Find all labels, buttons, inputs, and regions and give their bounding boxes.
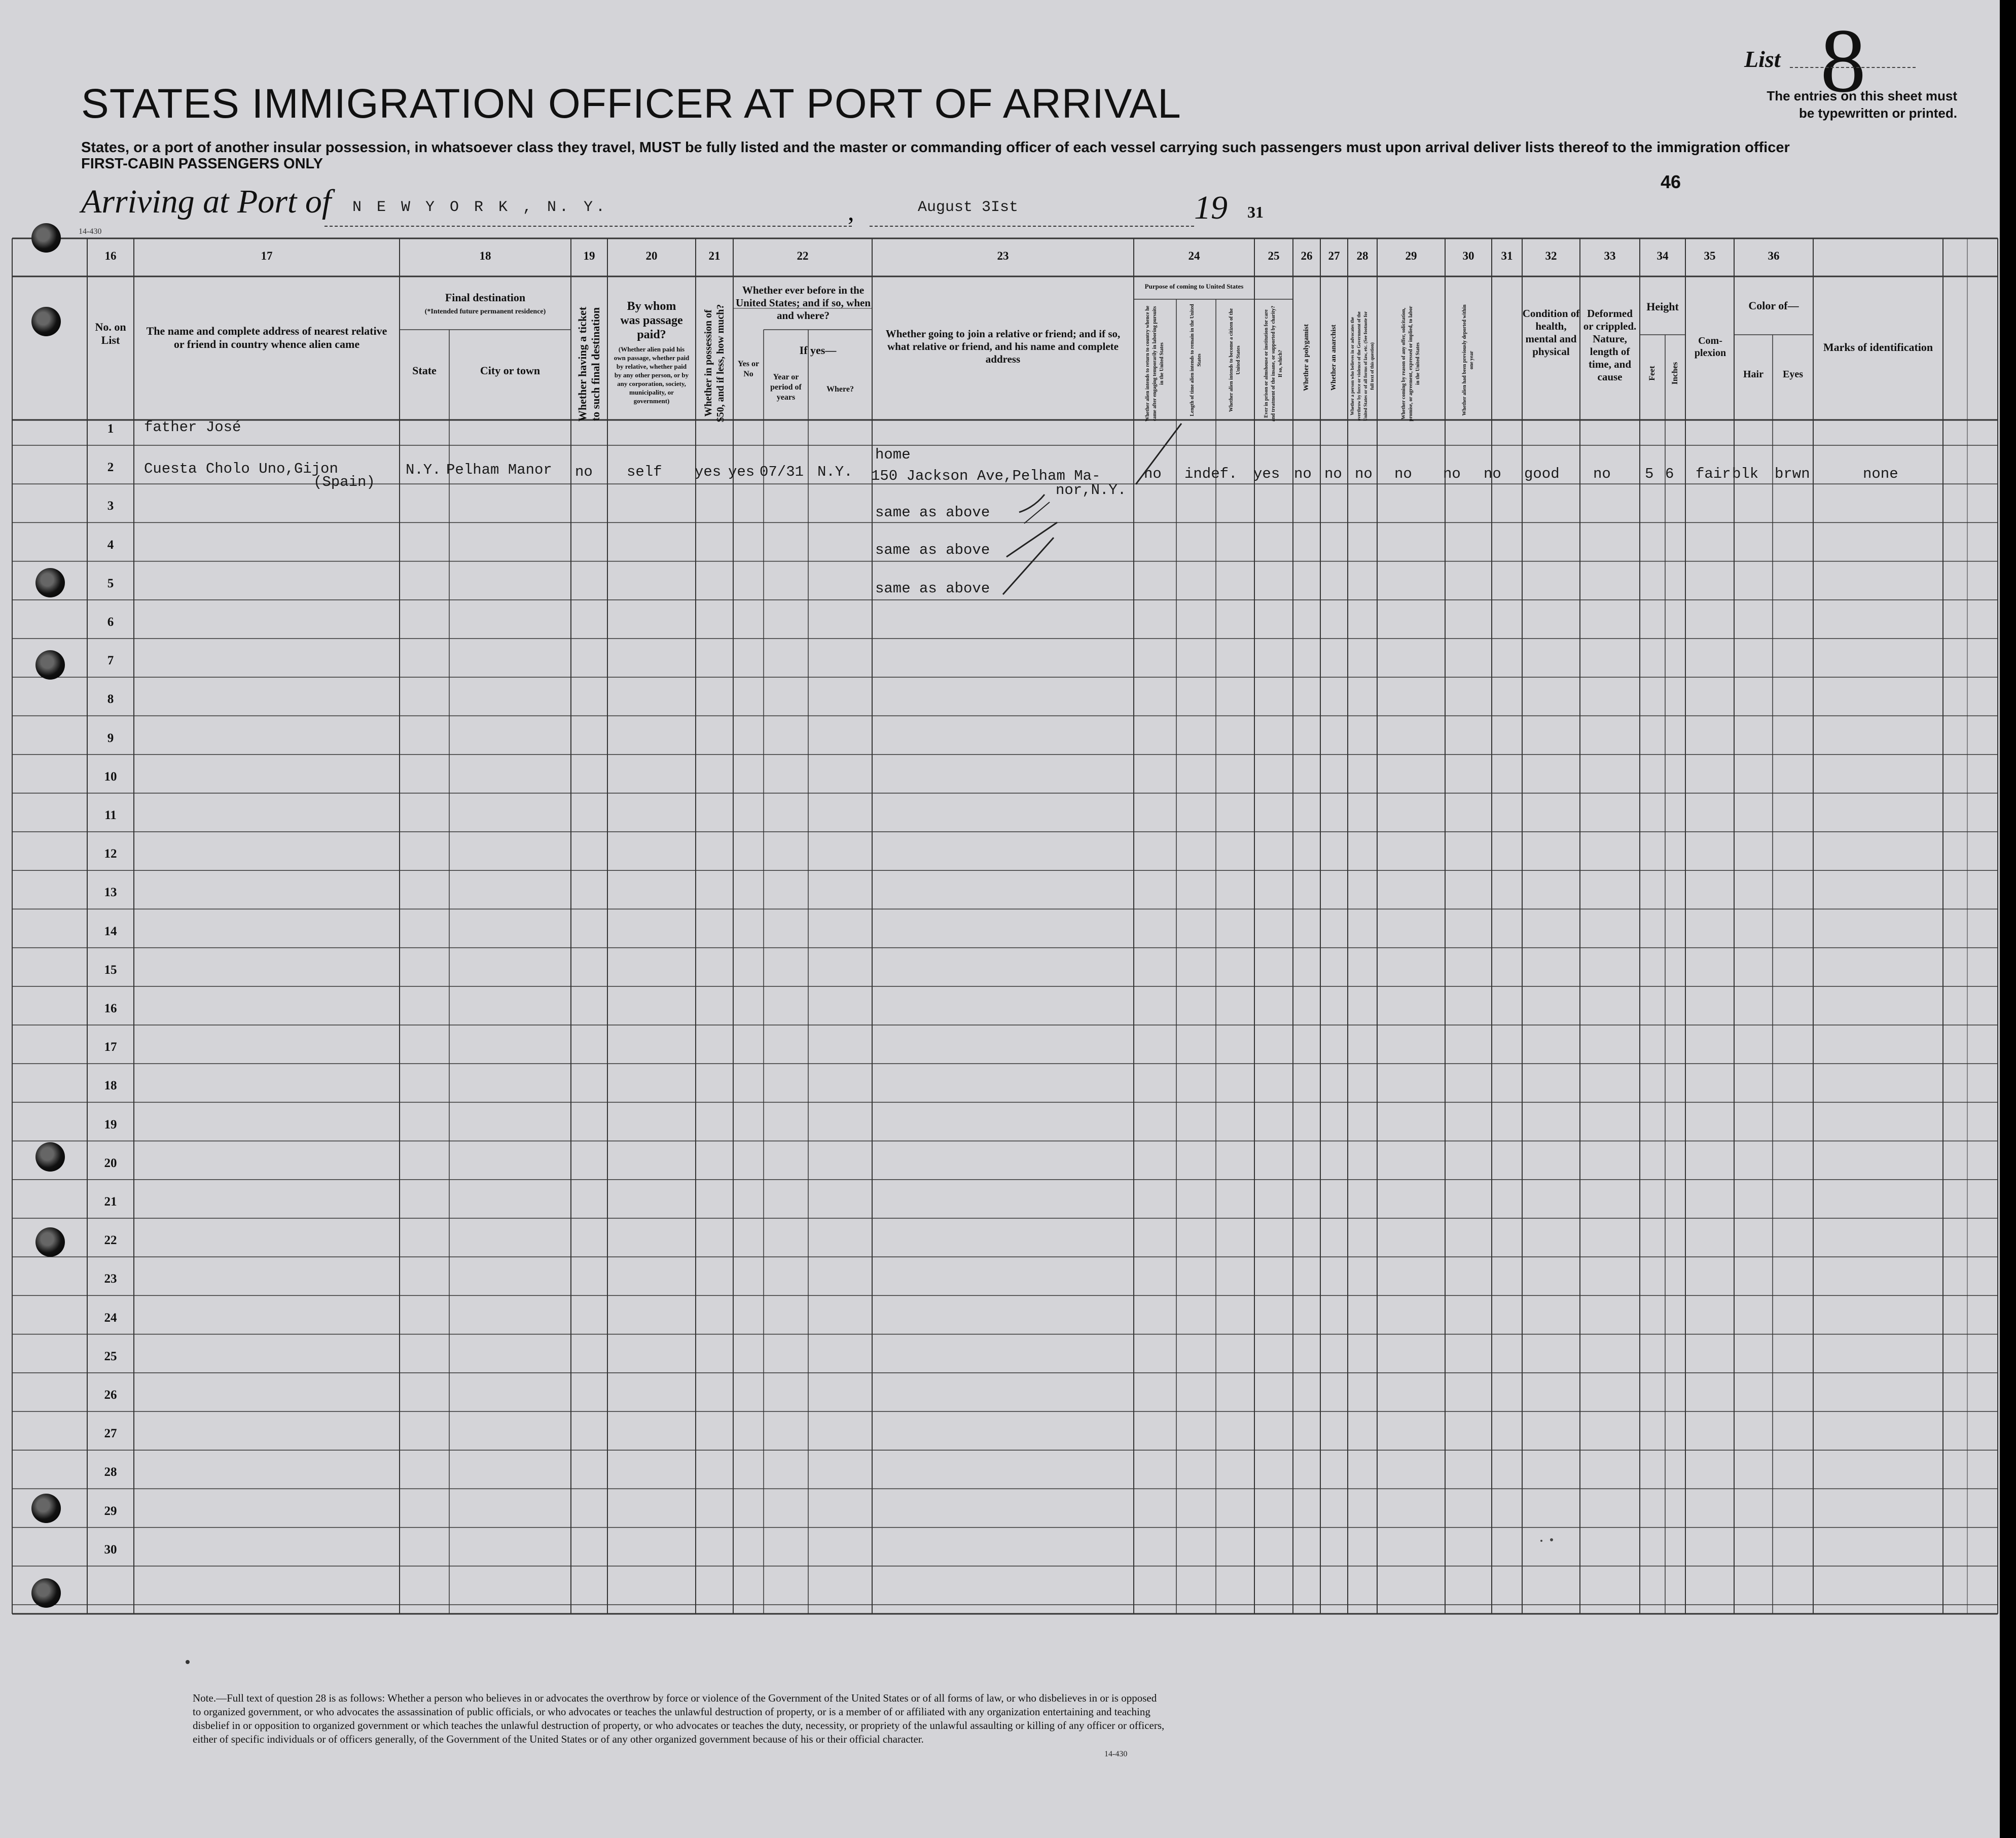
col16-label: No. on List bbox=[95, 321, 126, 346]
relative-line2: Cuesta Cholo Uno,Gijon bbox=[144, 461, 338, 477]
col24-citizen: Whether alien intends to become a citizen of the United States bbox=[1229, 308, 1241, 412]
join-line3: nor,N.Y. bbox=[1056, 482, 1127, 499]
feet-value: 5 bbox=[1645, 466, 1654, 482]
ink-dot bbox=[1540, 1540, 1542, 1542]
ink-dot bbox=[186, 1660, 190, 1664]
column-number-36: 36 bbox=[1768, 250, 1780, 262]
row-number: 14 bbox=[104, 924, 117, 938]
col23-label: Whether going to join a relative or friend; and if so, what relative or friend, and his name and complete address bbox=[885, 328, 1121, 365]
row-number: 23 bbox=[104, 1272, 117, 1286]
row-number: 1 bbox=[107, 422, 114, 436]
col35-eyes: Eyes bbox=[1783, 369, 1803, 380]
column-number-34: 34 bbox=[1657, 250, 1669, 262]
check-mark-row1 bbox=[1136, 423, 1181, 484]
column-number-22: 22 bbox=[797, 250, 809, 262]
entry-row-2-join: same as above bbox=[875, 504, 990, 521]
city-value: Pelham Manor bbox=[446, 462, 552, 478]
entry-row-4-join: same as above bbox=[875, 580, 990, 597]
row-number: 5 bbox=[107, 576, 114, 590]
column-number-17: 17 bbox=[261, 250, 273, 262]
ticket-value: no bbox=[575, 464, 593, 480]
column-number-21: 21 bbox=[708, 250, 721, 262]
anarchist-value: no bbox=[1355, 466, 1373, 482]
complexion-value: fair bbox=[1696, 466, 1731, 482]
column-number-18: 18 bbox=[479, 250, 491, 262]
scan-border bbox=[2000, 0, 2016, 1838]
list-number: 8 bbox=[1820, 10, 1866, 111]
column-number-31: 31 bbox=[1501, 250, 1513, 262]
entries-note-line1: The entries on this sheet must bbox=[1767, 88, 1957, 103]
row-number: 4 bbox=[107, 538, 114, 552]
col18-state: State bbox=[412, 364, 437, 377]
row-number: 10 bbox=[104, 769, 117, 784]
row-number: 18 bbox=[104, 1079, 117, 1093]
col29-label: Whether coming by reason of any offer, solicitation, promise, or agreement, expressed or implied, to labor in the United States bbox=[1401, 306, 1421, 421]
arriving-label: Arriving at Port of bbox=[81, 183, 332, 220]
column-number-20: 20 bbox=[645, 250, 658, 262]
col18-label: Final destination bbox=[445, 291, 526, 304]
column-number-30: 30 bbox=[1462, 250, 1474, 262]
eyes-value: brwn bbox=[1775, 466, 1810, 482]
col24-length: Length of time alien intends to remain in the United States bbox=[1190, 304, 1202, 416]
col33-feet: Feet bbox=[1648, 366, 1657, 381]
punch-hole bbox=[31, 307, 61, 336]
ink-dot bbox=[1550, 1538, 1553, 1541]
row-number: 19 bbox=[104, 1117, 117, 1132]
row-number: 15 bbox=[104, 963, 117, 977]
column-number-19: 19 bbox=[583, 250, 595, 262]
join-line1: home bbox=[875, 446, 911, 463]
row-number: 8 bbox=[107, 692, 114, 706]
relative-line3: (Spain) bbox=[313, 474, 375, 490]
page-number: 46 bbox=[1661, 171, 1681, 192]
row-number: 27 bbox=[104, 1427, 117, 1441]
col20-label: By whom was passage paid? bbox=[620, 300, 683, 341]
column-number-27: 27 bbox=[1328, 250, 1340, 262]
column-number-25: 25 bbox=[1268, 250, 1280, 262]
col22-label: Whether ever before in the United States; and if so, when and where? bbox=[735, 284, 871, 322]
page-title: STATES IMMIGRATION OFFICER AT PORT OF ARRIVAL bbox=[81, 81, 1181, 127]
punch-hole bbox=[35, 1142, 65, 1172]
row-number: 29 bbox=[104, 1504, 117, 1518]
form-code: 14-430 bbox=[79, 227, 102, 236]
row-number: 28 bbox=[104, 1465, 117, 1479]
footer-code: 14-430 bbox=[1104, 1750, 1128, 1758]
col18-city: City or town bbox=[480, 364, 541, 377]
punch-hole bbox=[31, 1494, 61, 1523]
col17-label: The name and complete address of nearest relative or friend in country whence alien came bbox=[146, 325, 387, 350]
row-number: 12 bbox=[104, 847, 117, 861]
entry-row-3-join: same as above bbox=[875, 542, 990, 558]
row-number: 25 bbox=[104, 1349, 117, 1363]
col18-subnote: (*Intended future permanent residence) bbox=[424, 308, 546, 315]
hair-value: blk bbox=[1732, 466, 1759, 482]
row-number: 6 bbox=[107, 615, 114, 629]
col22-where: Where? bbox=[826, 385, 854, 394]
column-number-32: 32 bbox=[1545, 250, 1557, 262]
column-number-35: 35 bbox=[1704, 250, 1716, 262]
marks-value: none bbox=[1863, 466, 1898, 482]
punch-hole bbox=[35, 1227, 65, 1257]
check-mark-row4 bbox=[1003, 538, 1054, 594]
row-number: 17 bbox=[104, 1040, 117, 1054]
col35-label: Color of— bbox=[1748, 299, 1799, 312]
col24-label: Purpose of coming to United States bbox=[1144, 282, 1244, 290]
date-value: August 3Ist bbox=[918, 199, 1019, 216]
entries-note-line2: be typewritten or printed. bbox=[1798, 105, 1957, 121]
year-value: 07/31 bbox=[760, 464, 804, 480]
row-number: 21 bbox=[104, 1195, 117, 1209]
col25-label: Ever in prison or almshouse or institution for care and treatment of the insane, or supported by charity? If so, which? bbox=[1264, 305, 1283, 422]
punch-hole bbox=[31, 1578, 61, 1608]
row-number: 13 bbox=[104, 886, 117, 900]
paid-by-value: self bbox=[627, 464, 662, 480]
col27-label: Whether an anarchist bbox=[1330, 324, 1338, 391]
col35-hair: Hair bbox=[1743, 369, 1763, 380]
row-number: 11 bbox=[104, 808, 117, 822]
state-value: N.Y. bbox=[406, 462, 441, 478]
header-instructions: States, or a port of another insular possession, in whatsoever class they travel, MUST be fully listed and the master or commanding officer of each vessel carrying such passengers must upon arrival deliver lists thereof to the immigration officer bbox=[81, 139, 1790, 156]
col30-label: Whether alien had been previously deported within one year bbox=[1462, 304, 1474, 416]
column-number-16: 16 bbox=[104, 250, 117, 262]
relative-line1: father José bbox=[144, 419, 241, 436]
col21-label: Whether in possession of $50, and if less, how much? bbox=[703, 304, 726, 422]
health-value: good bbox=[1524, 466, 1560, 482]
column-number-26: 26 bbox=[1301, 250, 1313, 262]
column-number-23: 23 bbox=[997, 250, 1009, 262]
col22-ifyes: If yes— bbox=[799, 344, 837, 357]
inches-value: 6 bbox=[1665, 466, 1674, 482]
col20-subnote: (Whether alien paid his own passage, whether paid by relative, whether paid by any other person, or by any corporation, society, municipality, or government) bbox=[614, 345, 690, 405]
col28-label: Whether a person who believes in or advocates the overthrow by force or violence of the Government of the United States or of all forms of law, etc. (See footnote for full text of this question) bbox=[1350, 311, 1375, 421]
row-number: 3 bbox=[107, 499, 114, 513]
punch-hole bbox=[35, 568, 65, 597]
punch-hole bbox=[31, 223, 61, 253]
column-number-29: 29 bbox=[1405, 250, 1417, 262]
where-value: N.Y. bbox=[817, 464, 853, 480]
prison-value: no bbox=[1294, 466, 1312, 482]
row-number: 30 bbox=[104, 1542, 117, 1557]
overthrow-value: no bbox=[1394, 466, 1412, 482]
col33-inches: Inches bbox=[1671, 362, 1679, 385]
check-mark-row2b bbox=[1024, 502, 1050, 523]
row-number: 16 bbox=[104, 1002, 117, 1015]
polygamist-value: no bbox=[1324, 466, 1342, 482]
col34-label: Com- plexion bbox=[1694, 335, 1726, 359]
col24-return: Whether alien intends to return to country whence he came after engaging temporarily in laboring pursuits in the United States bbox=[1145, 305, 1165, 422]
offer-value: no bbox=[1443, 466, 1461, 482]
col36-label: Marks of identification bbox=[1823, 341, 1933, 354]
col31-label: Condition of health, mental and physical bbox=[1522, 307, 1580, 358]
column-number-28: 28 bbox=[1356, 250, 1369, 262]
row-number: 7 bbox=[107, 654, 114, 668]
deported-value: no bbox=[1484, 466, 1501, 482]
return-value: no bbox=[1144, 466, 1162, 482]
list-label: List bbox=[1744, 46, 1781, 72]
check-mark-row3 bbox=[1006, 522, 1057, 557]
comma: , bbox=[848, 197, 854, 226]
before-value: yes bbox=[728, 464, 755, 480]
col32-label: Deformed or crippled. Nature, length of time, and cause bbox=[1583, 307, 1637, 383]
length-value: indef. bbox=[1184, 466, 1238, 482]
col33-label: Height bbox=[1646, 300, 1679, 313]
column-number-24: 24 bbox=[1188, 250, 1200, 262]
column-number-33: 33 bbox=[1604, 250, 1616, 262]
port-value: N E W Y O R K , N. Y. bbox=[352, 199, 608, 216]
deformed-value: no bbox=[1593, 466, 1611, 482]
year-suffix: 31 bbox=[1247, 203, 1264, 221]
year-prefix: 19 bbox=[1194, 189, 1228, 226]
row-number: 20 bbox=[104, 1156, 117, 1170]
row-number: 22 bbox=[104, 1233, 117, 1248]
row-number: 2 bbox=[107, 461, 114, 475]
header-cabin-class: FIRST-CABIN PASSENGERS ONLY bbox=[81, 156, 323, 172]
punch-hole bbox=[35, 650, 65, 680]
row-number: 24 bbox=[104, 1311, 117, 1325]
col26-label: Whether a polygamist bbox=[1303, 324, 1310, 391]
row-number: 26 bbox=[104, 1388, 117, 1402]
footnote: Note.—Full text of question 28 is as follows: Whether a person who believes in or advocates the overthrow by force or violence of the Government of the United States or of all forms of law, or who disbelieves in or is opposed to organized government, or who advocates the assassination of public officials, or who advocates or teaches the unlawful destruction of property, or is a member of or affiliated with any organization entertaining and teaching disbelief in or opposition to organized government or which teaches the unlawful destruction of property, or who advocates or teaches the duty, necessity, or propriety of the unlawful assaulting or killing of any officer or officers, either of specific individuals or of officers generally, of the Government of the United States or of any other organized government because of his or their official character. bbox=[193, 1692, 1165, 1745]
possession-value: yes bbox=[695, 464, 722, 480]
row-number: 9 bbox=[107, 731, 114, 745]
col19-label: Whether having a ticket to such final destination bbox=[576, 306, 602, 422]
col22-years: Year or period of years bbox=[770, 373, 802, 402]
join-line2: 150 Jackson Ave,Pelham Ma- bbox=[871, 468, 1101, 484]
citizen-value: yes bbox=[1253, 466, 1280, 482]
col22-yesno: Yes or No bbox=[737, 360, 760, 378]
